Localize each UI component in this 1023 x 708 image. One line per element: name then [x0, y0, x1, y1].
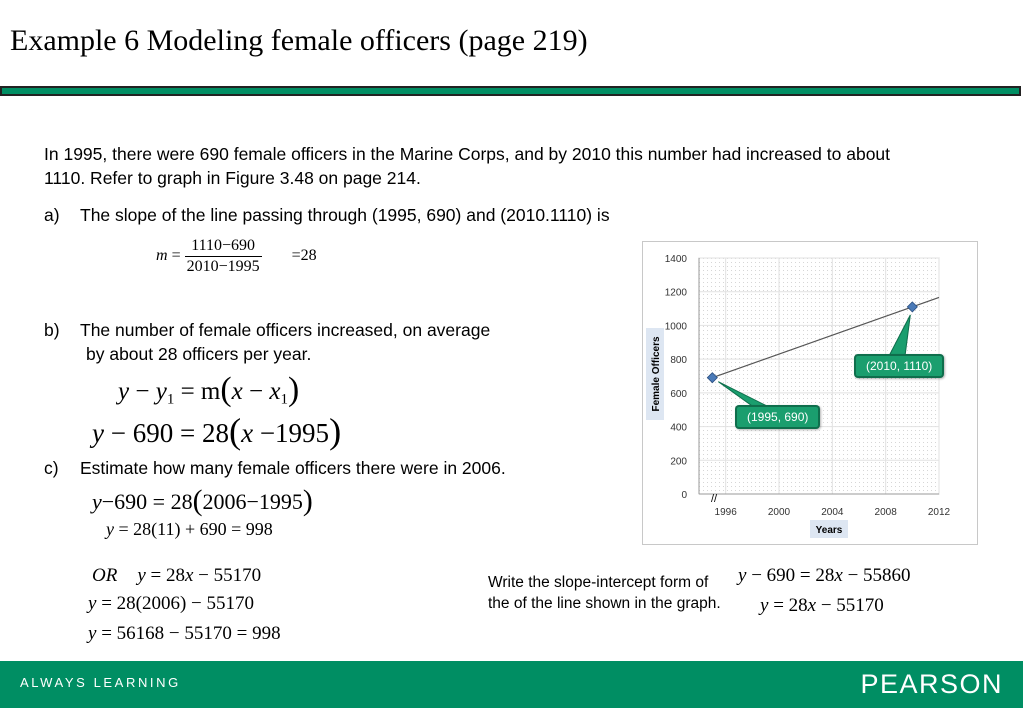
x-axis-label: Years: [815, 525, 843, 536]
part-a: [44, 203, 610, 227]
or-l1-mid: = 28: [145, 565, 185, 586]
slope-intercept-note: Write the slope-intercept form of the of the line shown in the graph.: [488, 574, 721, 612]
eq-minus2: −: [242, 378, 270, 405]
eq-lparen: (: [220, 371, 232, 408]
sub-rparen: ): [329, 411, 342, 452]
slope-m: m: [156, 247, 168, 265]
eq-x1: x: [269, 378, 281, 405]
substituted-equation: [92, 411, 342, 452]
eq-y: y: [118, 378, 130, 405]
sub-lparen: (: [228, 411, 242, 452]
fin-l2-y: y: [760, 595, 769, 616]
y-tick-label: 1200: [664, 287, 687, 299]
or-l2-rest: = 28(2006) − 55170: [96, 593, 255, 614]
y-tick-label: 0: [681, 490, 687, 501]
or-line-1: [92, 566, 261, 585]
eq-x: x: [231, 378, 243, 405]
intro-paragraph: In 1995, there were 690 female officers in the Marine Corps, and by 2010 this number had increased to about 1110. Refer to graph in Figure 3.48 on page 214.: [44, 144, 891, 188]
fin-l2-x: x: [807, 595, 817, 616]
y-tick-label: 400: [670, 422, 687, 434]
fin-l1-x: x: [834, 565, 843, 586]
pearson-logo: PEARSON: [860, 669, 1003, 699]
final-line-1: [738, 566, 911, 585]
slope-equals: =: [171, 247, 181, 265]
callout-1995: (1995, 690): [735, 405, 820, 429]
part-b: [44, 318, 490, 342]
fin-l2-end: − 55170: [816, 595, 884, 616]
part-b-label: b): [44, 320, 60, 340]
fin-l1-mid: − 690 = 28: [746, 565, 835, 586]
part-a-label: a): [44, 205, 60, 225]
sub-year: −1995: [253, 418, 330, 448]
slope-numerator: 1110−690: [185, 238, 262, 257]
c1-mid: −690 = 28: [101, 489, 193, 514]
x-tick-label: 2012: [927, 507, 951, 518]
footer-bar: [0, 661, 1023, 708]
part-b-line1: The number of female officers increased, on average: [80, 320, 491, 340]
c2-y: y: [106, 519, 114, 539]
or-l1-end: − 55170: [193, 565, 262, 586]
eq-sub1: 1: [166, 391, 175, 408]
slope-fraction: [185, 238, 262, 275]
x-tick-label: 2000: [767, 507, 791, 518]
or-line-3: [88, 624, 281, 643]
y-tick-label: 1000: [664, 321, 687, 333]
estimate-equation-1: [92, 486, 313, 516]
slope-result: =28: [291, 247, 317, 265]
eq-y1: y: [155, 378, 167, 405]
or-l1-y: y: [137, 565, 146, 586]
or-line-2: [88, 594, 254, 613]
axis-break-marker: //: [711, 493, 718, 505]
or-l3-y: y: [88, 623, 97, 644]
c1-rparen: ): [302, 484, 313, 517]
slope-equation: [156, 238, 317, 275]
part-c: [44, 456, 506, 480]
or-l3-rest: = 56168 − 55170 = 998: [96, 623, 281, 644]
officers-chart: [642, 241, 978, 545]
sub-y: y: [92, 418, 104, 448]
y-tick-label: 800: [670, 355, 687, 367]
eq-sub2: 1: [280, 391, 288, 408]
footer-tagline: ALWAYS LEARNING: [20, 675, 181, 690]
part-c-label: c): [44, 458, 59, 478]
eq-equals-m: = m: [174, 378, 221, 405]
chart-svg: [643, 242, 979, 546]
y-tick-label: 1400: [664, 254, 687, 265]
point-slope-equation: [118, 372, 299, 408]
c2-rest: = 28(11) + 690 = 998: [114, 519, 273, 539]
sub-x: x: [241, 418, 254, 448]
c1-lparen: (: [192, 484, 203, 517]
part-c-text: Estimate how many female officers there were in 2006.: [80, 458, 506, 478]
sub-mid: − 690 = 28: [103, 418, 229, 448]
fin-l1-end: − 55860: [842, 565, 911, 586]
c1-y: y: [92, 489, 102, 514]
slide-title: Example 6 Modeling female officers (page 219): [10, 24, 588, 57]
estimate-equation-2: [106, 520, 273, 538]
y-axis-label: Female Officers: [651, 336, 662, 412]
slope-denominator: 2010−1995: [186, 258, 260, 275]
eq-rparen: ): [287, 371, 300, 408]
x-tick-label: 2004: [821, 507, 844, 518]
x-tick-label: 1996: [714, 507, 737, 518]
part-a-text: The slope of the line passing through (1995, 690) and (2010.1110) is: [80, 205, 610, 225]
callout-2010: (2010, 1110): [854, 354, 944, 378]
or-l1-x: x: [184, 565, 194, 586]
fin-l2-mid: = 28: [768, 595, 808, 616]
title-divider: [0, 86, 1021, 96]
final-line-2: [760, 596, 884, 615]
y-tick-label: 600: [670, 388, 687, 400]
or-label: OR: [92, 565, 118, 586]
part-b-line2: by about 28 officers per year.: [86, 344, 312, 364]
x-tick-label: 2008: [874, 507, 897, 518]
eq-minus: −: [129, 378, 156, 405]
c1-inner: 2006−1995: [202, 489, 303, 514]
fin-l1-y: y: [738, 565, 747, 586]
or-l2-y: y: [88, 593, 97, 614]
y-tick-label: 200: [670, 456, 687, 468]
